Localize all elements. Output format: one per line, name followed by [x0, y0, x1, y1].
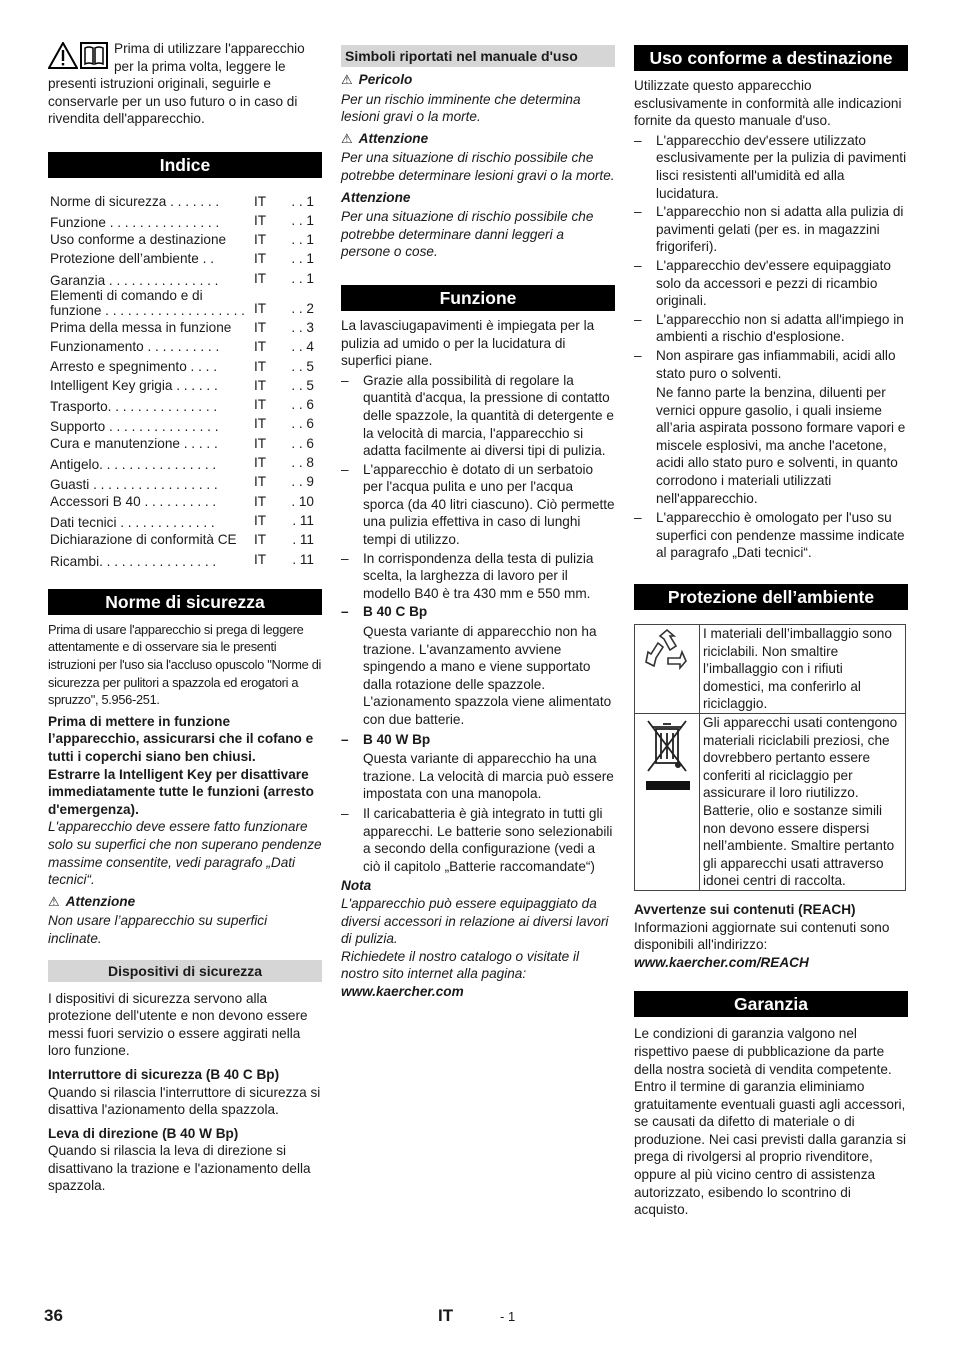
column-left: [48, 40, 322, 1199]
note-text: L'apparecchio può essere equipaggiato da diversi accessori in relazione ai diversi lavori di pulizia.: [341, 895, 609, 947]
safety-warning: [48, 893, 322, 911]
list-item: – L'apparecchio è dotato di un serbatoio per l'acqua pulita e uno per l'acqua sporca (da 40 litri ciascuno). Ciò permette una pulizia effettiva in caso di lunghi tempi di utilizzo.: [341, 461, 615, 549]
warning1-label: Attenzione: [358, 130, 429, 146]
safety-switch-text: Quando si rilascia l'interruttore di sicurezza si disattiva l'azionamento della spazzola.: [48, 1084, 321, 1118]
disposal-text: Gli apparecchi usati contengono materiali riciclabili preziosi, che dovrebbero pertanto essere conferiti al riciclaggio per assicurare il loro riutilizzo. Batterie, olio e sostanze simili non devono essere dispersi nell’ambiente. Smaltire pertanto gli apparecchi usati attraverso idonei centri di raccolta.: [700, 714, 906, 891]
column-right: [634, 45, 908, 1223]
toc-row[interactable]: [50, 453, 322, 472]
toc-language: IT: [254, 300, 267, 316]
toc-title: Dati tecnici . . . . . . . . . . . . .: [50, 515, 215, 531]
warning1-line: [341, 130, 615, 148]
recycle-icon: [640, 626, 694, 680]
toc-title: Dichiarazione di conformità CE: [50, 532, 237, 548]
manual-book-icon: [80, 42, 108, 69]
toc-row[interactable]: [50, 211, 322, 230]
toc-row[interactable]: [50, 230, 322, 249]
variant-c-text: Questa variante di apparecchio non ha trazione. L'avanzamento avviene spingendo a mano e viene supportato dalla rotazione delle spazzole. L'azionamento spazzola viene alimentato con due batterie.: [363, 624, 612, 727]
footer-sub-page-text: - 1: [500, 1309, 516, 1324]
list-item: – L'apparecchio dev'essere equipaggiato solo da accessori e pezzi di ricambio originali.: [634, 257, 908, 310]
toc-language: IT: [254, 455, 267, 471]
list-item: – L'apparecchio dev'essere utilizzato esclusivamente per la pulizia di pavimenti lisci resistenti all'umidità ed alla lucidatura.: [634, 132, 908, 202]
toc-title: Uso conforme a destinazione: [50, 232, 227, 248]
warning-label: Attenzione: [65, 893, 136, 909]
list-item: – L'apparecchio è omologato per l'uso su superfici con pendenze massime indicate al paragrafo „Dati tecnici“.: [634, 509, 908, 562]
toc-title: Arresto e spegnimento . . . .: [50, 358, 217, 374]
function-list: [341, 372, 615, 621]
toc-row[interactable]: [50, 376, 322, 395]
toc-row[interactable]: [50, 318, 322, 337]
toc-page-number: . 11: [292, 532, 314, 548]
toc-language: IT: [254, 339, 267, 355]
variant-c-label: – B 40 C Bp: [341, 603, 615, 621]
warning-triangle-icon: [48, 42, 78, 69]
toc-title: Supporto . . . . . . . . . . . . . . .: [50, 418, 219, 434]
safety-switch-heading: Interruttore di sicurezza (B 40 C Bp): [48, 1066, 280, 1082]
intended-use-intro: Utilizzate questo apparecchio esclusivamente in conformità alle indicazioni fornite da questo manuale d'uso.: [634, 78, 902, 129]
intro-text: Prima di utilizzare l'apparecchio per la prima volta, leggere le presenti istruzioni originali, seguirle e conservarle per un uso futuro o in caso di rivendita dell'apparecchio.: [48, 41, 305, 126]
solvents-text: Ne fanno parte la benzina, diluenti per vernici oppure gasolio, i quali insieme all’aria aspirata possono formare vapori e miscele esplosivi, ma anche l'acetone, acidi allo stato puro e solventi, in quanto corrodono i materiali utilizzati nell'apparecchio.: [656, 385, 906, 506]
warning2-text: Per una situazione di rischio possibile che potrebbe determinare danni leggeri a persone o cose.: [341, 209, 594, 260]
toc-row[interactable]: [50, 395, 322, 414]
toc-page-number: . . 1: [291, 270, 314, 286]
safety-lever-text: Quando si rilascia la leva di direzione si disattivano la trazione e l'azionamento della spazzola.: [48, 1143, 311, 1194]
safety-emergency-stop: Estrarre la Intelligent Key per disattivare immediatamente tutte le funzioni (arresto d'emergenza).: [48, 766, 314, 817]
recycle-text: I materiali dell’imballaggio sono riciclabili. Non smaltire l’imballaggio con i rifiuti domestici, ma conferirlo al riciclaggio.: [700, 625, 906, 714]
list-item: – L'apparecchio non si adatta alla pulizia di pavimenti gelati (per es. in magazzini frigoriferi).: [634, 203, 908, 256]
list-item: – L'apparecchio non si adatta all'impiego in ambienti a rischio d'esplosione.: [634, 311, 908, 346]
list-item: – Non aspirare gas infiammabili, acidi allo stato puro o solventi.: [634, 347, 908, 382]
toc-row[interactable]: [50, 434, 322, 453]
toc-title: Elementi di comando e di funzione . . . . . . . . . . . . . . . . . . .: [50, 287, 245, 318]
toc-page-number: . 10: [291, 493, 314, 509]
toc-title: Intelligent Key grigia . . . . . .: [50, 377, 218, 393]
toc-language: IT: [254, 532, 267, 548]
table-row: [635, 714, 906, 891]
safety-slopes: L'apparecchio deve essere fatto funzionare solo su superfici che non superano pendenze massime consentite, vedi paragrafo „Dati tecnici“.: [48, 819, 322, 888]
toc-row[interactable]: [50, 530, 322, 549]
function-list-3: [341, 805, 615, 875]
toc-title: Guasti . . . . . . . . . . . . . . . . .: [50, 476, 218, 492]
function-heading: Funzione: [341, 285, 615, 311]
toc-row[interactable]: [50, 414, 322, 433]
page-number: 36: [44, 1306, 63, 1325]
recycle-cell: [635, 625, 700, 714]
bin-cell: [635, 714, 700, 891]
symbols-heading: Simboli riportati nel manuale d'uso: [341, 45, 615, 67]
reach-text: Informazioni aggiornate sui contenuti sono disponibili all'indirizzo:: [634, 919, 890, 953]
warning2-label: Attenzione: [341, 189, 411, 205]
safety-devices-text: I dispositivi di sicurezza servono alla protezione dell'utente e non devono essere messi fuori servizio o essere aggirati nella loro funzione.: [48, 990, 308, 1059]
toc-page-number: . . 8: [291, 455, 314, 471]
toc-page-number: . 11: [292, 551, 314, 567]
list-item: – Grazie alla possibilità di regolare la quantità d'acqua, la pressione di contatto delle spazzole, la quantità di detergente e la velocità di marcia, l'apparecchio si adatta facilmente ai diversi tipi di pulizia.: [341, 372, 615, 460]
toc-page-number: . . 4: [291, 339, 314, 355]
safety-warning-text: Non usare l’apparecchio su superfici inclinate.: [48, 913, 268, 946]
toc-page-number: . . 1: [291, 251, 314, 267]
toc-language: IT: [254, 512, 267, 528]
toc-page-number: . . 3: [291, 319, 314, 335]
toc-language: IT: [254, 270, 267, 286]
intended-use-list-2: [634, 509, 908, 562]
toc-page-number: . . 1: [291, 193, 314, 209]
toc-page-number: . . 1: [291, 232, 314, 248]
toc-page-number: . . 5: [291, 358, 314, 374]
toc-page-number: . . 6: [291, 397, 314, 413]
intro-block: [48, 40, 322, 128]
danger-text: Per un rischio imminente che determina lesioni gravi o la morte.: [341, 91, 581, 125]
reach-heading: Avvertenze sui contenuti (REACH): [634, 901, 856, 917]
toc-page-number: . . 6: [291, 435, 314, 451]
warning-triangle-icon: ⚠: [341, 130, 353, 146]
toc-title: Funzionamento . . . . . . . . . .: [50, 339, 220, 355]
toc-language: IT: [254, 377, 267, 393]
toc-language: IT: [254, 319, 267, 335]
note-text-2: Richiedete il nostro catalogo o visitate il nostro sito internet alla pagina:: [341, 948, 580, 982]
intro-icons: [48, 42, 108, 69]
environment-heading: Protezione dell’ambiente: [634, 584, 908, 610]
safety-lever-heading: Leva di direzione (B 40 W Bp): [48, 1125, 239, 1141]
toc-language: IT: [254, 251, 267, 267]
table-row: [635, 625, 906, 714]
toc-language: IT: [254, 435, 267, 451]
crossed-bin-icon: [640, 715, 694, 795]
toc-title: Protezione dell’ambiente . .: [50, 251, 214, 267]
environment-table: [634, 624, 906, 891]
footer-language: IT: [438, 1306, 454, 1325]
list-item: – Il caricabatteria è già integrato in tutti gli apparecchi. Le batterie sono selezionabili a secondo della configurazione (vedi a ciò il capitolo „Batterie raccomandate“): [341, 805, 615, 875]
toc-title: Cura e manutenzione . . . . .: [50, 435, 218, 451]
toc-page-number: . . 1: [291, 212, 314, 228]
table-of-contents: [50, 192, 322, 569]
toc-title: Prima della messa in funzione: [50, 319, 232, 335]
toc-language: IT: [254, 397, 267, 413]
list-item: – In corrispondenza della testa di pulizia scelta, la larghezza di lavoro per il modello B40 è tra 430 mm e 550 mm.: [341, 550, 615, 603]
toc-row[interactable]: [50, 192, 322, 211]
intended-use-heading: Uso conforme a destinazione: [634, 45, 908, 71]
warning-triangle-icon: ⚠: [48, 893, 60, 909]
toc-language: IT: [254, 212, 267, 228]
toc-title: Trasporto. . . . . . . . . . . . . . .: [50, 399, 218, 415]
toc-page-number: . . 9: [291, 474, 314, 490]
reach-link[interactable]: www.kaercher.com/REACH: [634, 954, 809, 970]
footer-sub-page: [500, 1307, 515, 1326]
toc-language: IT: [254, 358, 267, 374]
toc-row[interactable]: [50, 357, 322, 376]
toc-row[interactable]: [50, 550, 322, 569]
variant-w-label: – B 40 W Bp: [341, 731, 615, 749]
toc-page-number: . . 6: [291, 416, 314, 432]
toc-language: IT: [254, 193, 267, 209]
toc-language: IT: [254, 474, 267, 490]
toc-row[interactable]: [50, 492, 322, 511]
note-label: Nota: [341, 878, 372, 894]
toc-title: Garanzia . . . . . . . . . . . . . . .: [50, 272, 219, 288]
toc-language: IT: [254, 493, 267, 509]
toc-title: Antigelo. . . . . . . . . . . . . . . .: [50, 457, 217, 473]
toc-page-number: . . 2: [291, 300, 314, 316]
toc-language: IT: [254, 551, 267, 567]
intended-use-list: [634, 132, 908, 382]
warning-triangle-icon: ⚠: [341, 72, 353, 87]
toc-language: IT: [254, 232, 267, 248]
toc-row[interactable]: [50, 337, 322, 356]
kaercher-link[interactable]: www.kaercher.com: [341, 983, 464, 999]
safety-intro: Prima di usare l'apparecchio si prega di leggere attentamente e di osservare sia le presenti istruzioni per l'uso sia l'accluso opuscolo "Norme di sicurezza per pulitori a spazzola ed erogatori a spruzzo", 5.956-251.: [48, 621, 322, 708]
toc-row[interactable]: [50, 472, 322, 491]
toc-language: IT: [254, 416, 267, 432]
function-list-2: [341, 731, 615, 749]
warning2-line: [341, 189, 615, 207]
toc-page-number: . 11: [292, 512, 314, 528]
function-intro: La lavasciugapavimenti è impiegata per la pulizia ad umido o per la lucidatura di superfici piane.: [341, 317, 595, 369]
danger-label: Pericolo: [358, 72, 413, 87]
safety-devices-heading: Dispositivi di sicurezza: [48, 960, 322, 982]
safety-close-covers: Prima di mettere in funzione l’apparecchio, assicurarsi che il cofano e tutti i coperchi siano ben chiusi.: [48, 713, 314, 764]
toc-title: Norme di sicurezza . . . . . . .: [50, 193, 220, 209]
toc-row[interactable]: [50, 511, 322, 530]
toc-row[interactable]: [50, 288, 322, 318]
toc-title: Accessori B 40 . . . . . . . . . .: [50, 493, 217, 509]
toc-heading: Indice: [48, 152, 322, 178]
toc-title: Ricambi. . . . . . . . . . . . . . . .: [50, 553, 217, 569]
warning1-text: Per una situazione di rischio possibile che potrebbe determinare lesioni gravi o la morte.: [341, 150, 615, 183]
warranty-heading: Garanzia: [634, 991, 908, 1017]
toc-title: Funzione . . . . . . . . . . . . . . .: [50, 215, 220, 231]
variant-w-text: Questa variante di apparecchio ha una trazione. La velocità di marcia può essere impostata con una manopola.: [363, 751, 614, 802]
warranty-text: Le condizioni di garanzia valgono nel rispettivo paese di pubblicazione da parte della nostra società di vendita competente. Entro il termine di garanzia eliminiamo gratuitamente eventuali guasti agli accessori, se causati da difetto di materiale o di produzione. Nei casi previsti dalla garanzia si prega di rivolgersi al proprio rivenditore, oppure al più vicino centro di assistenza autorizzato, esibendo lo scontrino di acquisto.: [634, 1026, 907, 1218]
column-middle: [341, 45, 615, 1005]
danger-line: [341, 71, 615, 89]
toc-page-number: . . 5: [291, 377, 314, 393]
safety-heading: Norme di sicurezza: [48, 589, 322, 615]
toc-row[interactable]: [50, 269, 322, 288]
toc-row[interactable]: [50, 249, 322, 268]
